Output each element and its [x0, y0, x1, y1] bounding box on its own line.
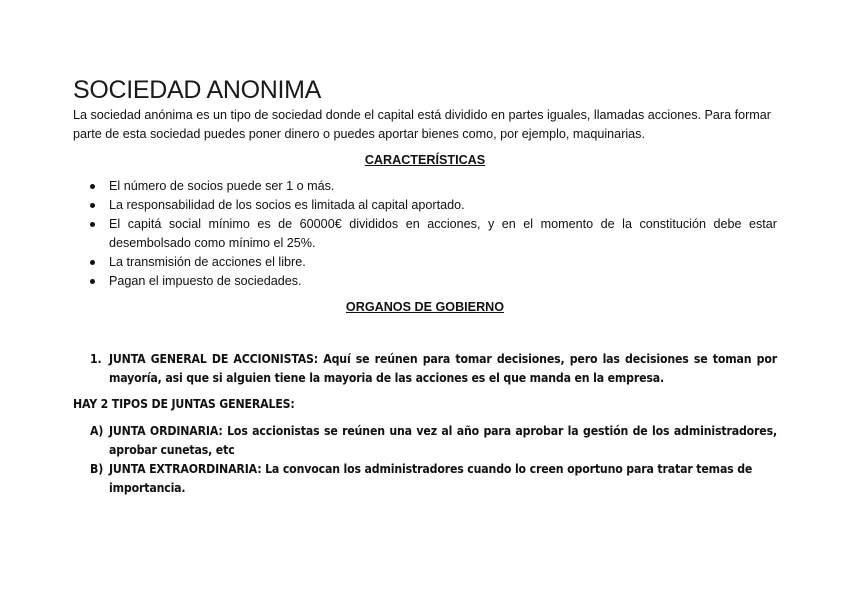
intro-paragraph: La sociedad anónima es un tipo de sociedad donde el capital está dividido en partes iguales, llamadas acciones. Para formar parte de esta sociedad puedes poner dinero o puedes aportar bienes como, por ejemplo, maquinarias. — [73, 108, 771, 141]
list-letter: B) — [90, 462, 104, 476]
list-number: 1. — [90, 352, 102, 366]
junta-type-text: JUNTA ORDINARIA: Los accionistas se reúnen una vez al año para aprobar la gestión de los administradores, aprobar cunetas, etc — [109, 424, 777, 457]
list-item — [73, 215, 777, 253]
bullet-icon — [90, 203, 95, 208]
junta-types-subheading: HAY 2 TIPOS DE JUNTAS GENERALES: — [73, 397, 295, 411]
junta-type-item — [73, 460, 777, 498]
list-item — [73, 196, 777, 215]
list-item — [73, 253, 777, 272]
bullet-icon — [90, 279, 95, 284]
governance-heading: ORGANOS DE GOBIERNO — [345, 300, 505, 314]
numbered-item-text: JUNTA GENERAL DE ACCIONISTAS: Aquí se reúnen para tomar decisiones, pero las decisiones se toman por mayoría, asi que si alguien tiene la mayoria de las acciones es el que manda en la empresa. — [109, 352, 777, 385]
numbered-item — [73, 350, 777, 388]
characteristics-list — [73, 177, 777, 291]
list-item-text: Pagan el impuesto de sociedades. — [109, 274, 302, 288]
list-letter: A) — [90, 424, 104, 438]
list-item — [73, 272, 777, 291]
junta-type-text: JUNTA EXTRAORDINARIA: La convocan los administradores cuando lo creen oportuno para tratar temas de importancia. — [109, 462, 753, 495]
list-item — [73, 177, 777, 196]
bullet-icon — [90, 260, 95, 265]
bullet-icon — [90, 184, 95, 189]
bullet-icon — [90, 222, 95, 227]
document-title: SOCIEDAD ANONIMA — [73, 76, 322, 104]
list-item-text: La responsabilidad de los socios es limitada al capital aportado. — [109, 198, 465, 212]
characteristics-heading: CARACTERÍSTICAS — [364, 153, 486, 167]
list-item-text: El capitá social mínimo es de 60000€ divididos en acciones, y en el momento de la constitución debe estar desembolsado como mínimo el 25%. — [109, 217, 777, 250]
document-page — [73, 74, 777, 498]
junta-type-item — [73, 422, 777, 460]
list-item-text: El número de socios puede ser 1 o más. — [109, 179, 335, 193]
list-item-text: La transmisión de acciones el libre. — [109, 255, 306, 269]
